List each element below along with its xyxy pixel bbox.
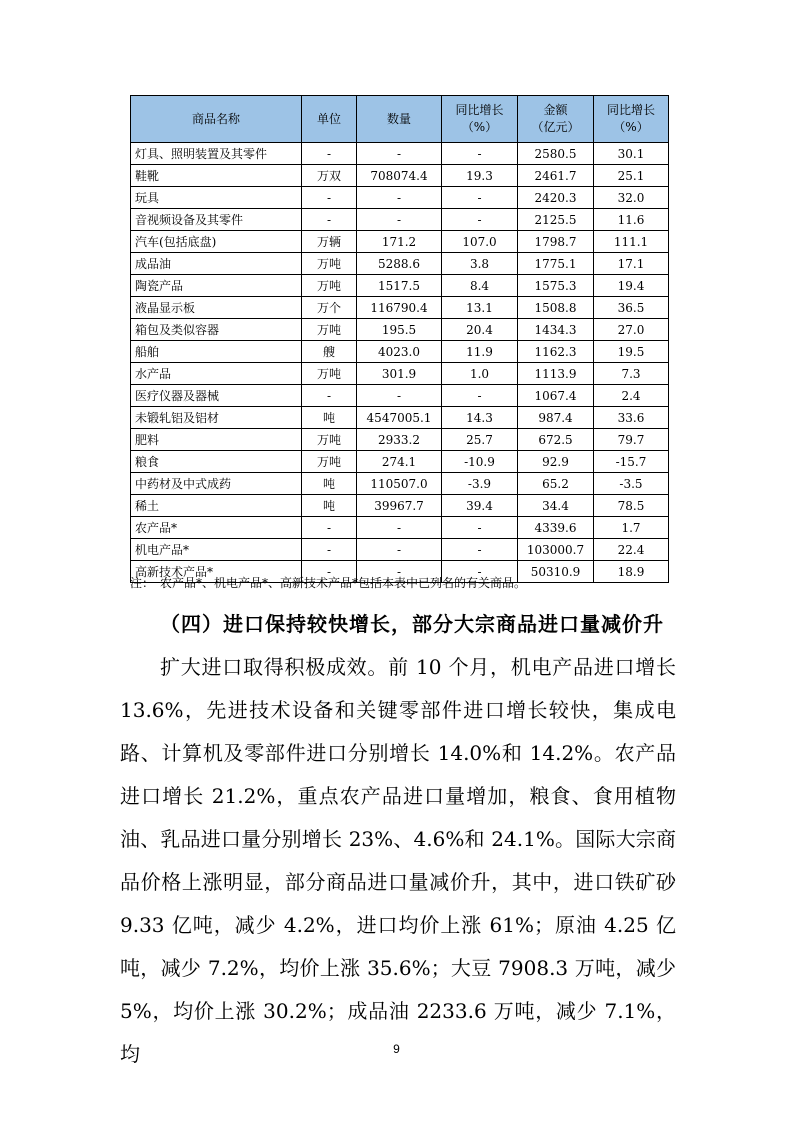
cell-quantity-growth: 8.4	[442, 275, 518, 297]
cell-quantity-growth: 107.0	[442, 231, 518, 253]
cell-quantity: 110507.0	[357, 473, 442, 495]
table-row	[131, 209, 669, 231]
table-row	[131, 451, 669, 473]
cell-unit: 吨	[302, 407, 357, 429]
cell-amount-growth: 32.0	[594, 187, 669, 209]
cell-unit: 艘	[302, 341, 357, 363]
cell-amount-growth: -3.5	[594, 473, 669, 495]
cell-amount: 2461.7	[518, 165, 594, 187]
table-row	[131, 363, 669, 385]
cell-unit: -	[302, 187, 357, 209]
cell-amount: 1575.3	[518, 275, 594, 297]
table-row	[131, 407, 669, 429]
cell-quantity-growth: 14.3	[442, 407, 518, 429]
cell-product-name: 高新技术产品*	[131, 561, 302, 583]
cell-unit: -	[302, 539, 357, 561]
cell-unit: 万辆	[302, 231, 357, 253]
cell-quantity: -	[357, 517, 442, 539]
table-body	[131, 143, 669, 583]
cell-amount-growth: 111.1	[594, 231, 669, 253]
cell-quantity: -	[357, 187, 442, 209]
cell-amount: 672.5	[518, 429, 594, 451]
cell-unit: -	[302, 561, 357, 583]
cell-amount-growth: 18.9	[594, 561, 669, 583]
cell-amount-growth: 36.5	[594, 297, 669, 319]
cell-unit: -	[302, 517, 357, 539]
table-row	[131, 143, 669, 165]
cell-unit: 吨	[302, 473, 357, 495]
cell-quantity-growth: 39.4	[442, 495, 518, 517]
cell-amount-growth: 25.1	[594, 165, 669, 187]
header-unit: 单位	[302, 96, 357, 143]
cell-product-name: 未锻轧铝及铝材	[131, 407, 302, 429]
cell-amount: 34.4	[518, 495, 594, 517]
cell-quantity-growth: -	[442, 143, 518, 165]
cell-quantity-growth: -	[442, 187, 518, 209]
cell-amount-growth: 27.0	[594, 319, 669, 341]
cell-quantity-growth: -	[442, 517, 518, 539]
table-row	[131, 231, 669, 253]
section-heading: （四）进口保持较快增长，部分大宗商品进口量减价升	[160, 612, 664, 636]
cell-product-name: 粮食	[131, 451, 302, 473]
cell-quantity-growth: -10.9	[442, 451, 518, 473]
cell-amount: 2420.3	[518, 187, 594, 209]
cell-unit: 万吨	[302, 451, 357, 473]
cell-product-name: 船舶	[131, 341, 302, 363]
header-quantity-growth: 同比增长 （%）	[442, 96, 518, 143]
cell-amount-growth: 19.4	[594, 275, 669, 297]
cell-amount-growth: 1.7	[594, 517, 669, 539]
header-quantity: 数量	[357, 96, 442, 143]
table-note: 注： 农产品*、机电产品*、高新技术产品*包括本表中已列名的有关商品。	[130, 576, 527, 590]
cell-product-name: 玩具	[131, 187, 302, 209]
cell-unit: 万吨	[302, 429, 357, 451]
cell-product-name: 机电产品*	[131, 539, 302, 561]
table-row	[131, 385, 669, 407]
cell-amount: 103000.7	[518, 539, 594, 561]
cell-quantity-growth: -	[442, 539, 518, 561]
cell-quantity-growth: 13.1	[442, 297, 518, 319]
body-paragraph: 扩大进口取得积极成效。前 10 个月，机电产品进口增长 13.6%，先进技术设备和关键零部件进口增长较快，集成电路、计算机及零部件进口分别增长 14.0%和 14.2%。农产品进口增长 21.2%，重点农产品进口量增加，粮食、食用植物油、乳品进口量分别增长 23%、4.6%和 24.1%。国际大宗商品价格上涨明显，部分商品进口量减价升，其中，进口铁矿砂 9.33 亿吨，减少 4.2%，进口均价上涨 61%；原油 4.25 亿吨，减少 7.2%，均价上涨 35.6%；大豆 7908.3 万吨，减少 5%，均价上涨 30.2%；成品油 2233.6 万吨，减少 7.1%，均	[120, 655, 676, 1066]
cell-amount: 1162.3	[518, 341, 594, 363]
cell-amount: 987.4	[518, 407, 594, 429]
cell-quantity: 116790.4	[357, 297, 442, 319]
cell-amount: 50310.9	[518, 561, 594, 583]
cell-amount: 2580.5	[518, 143, 594, 165]
cell-amount: 4339.6	[518, 517, 594, 539]
cell-product-name: 液晶显示板	[131, 297, 302, 319]
cell-amount: 2125.5	[518, 209, 594, 231]
cell-amount-growth: 11.6	[594, 209, 669, 231]
cell-quantity: 39967.7	[357, 495, 442, 517]
cell-quantity: 4023.0	[357, 341, 442, 363]
cell-product-name: 音视频设备及其零件	[131, 209, 302, 231]
cell-quantity: 708074.4	[357, 165, 442, 187]
cell-quantity-growth: -	[442, 209, 518, 231]
cell-quantity: -	[357, 385, 442, 407]
cell-amount-growth: 19.5	[594, 341, 669, 363]
cell-amount: 1775.1	[518, 253, 594, 275]
cell-quantity-growth: 25.7	[442, 429, 518, 451]
cell-unit: 吨	[302, 495, 357, 517]
cell-amount-growth: 7.3	[594, 363, 669, 385]
table-row	[131, 319, 669, 341]
cell-quantity: 4547005.1	[357, 407, 442, 429]
cell-quantity: 195.5	[357, 319, 442, 341]
cell-amount-growth: -15.7	[594, 451, 669, 473]
cell-quantity: -	[357, 209, 442, 231]
cell-quantity-growth: -3.9	[442, 473, 518, 495]
page-number: 9	[393, 1042, 400, 1056]
cell-amount-growth: 30.1	[594, 143, 669, 165]
cell-unit: 万个	[302, 297, 357, 319]
cell-quantity-growth: 11.9	[442, 341, 518, 363]
cell-quantity: 301.9	[357, 363, 442, 385]
cell-amount-growth: 78.5	[594, 495, 669, 517]
cell-quantity: -	[357, 539, 442, 561]
cell-quantity-growth: -	[442, 561, 518, 583]
cell-amount-growth: 22.4	[594, 539, 669, 561]
table-row	[131, 253, 669, 275]
table-row	[131, 539, 669, 561]
cell-quantity-growth: 3.8	[442, 253, 518, 275]
header-product-name: 商品名称	[131, 96, 302, 143]
cell-quantity-growth: -	[442, 385, 518, 407]
cell-quantity: 1517.5	[357, 275, 442, 297]
cell-unit: 万吨	[302, 253, 357, 275]
cell-amount: 1798.7	[518, 231, 594, 253]
cell-quantity: -	[357, 143, 442, 165]
table-row	[131, 429, 669, 451]
cell-product-name: 箱包及类似容器	[131, 319, 302, 341]
cell-amount-growth: 33.6	[594, 407, 669, 429]
cell-amount: 1508.8	[518, 297, 594, 319]
cell-product-name: 成品油	[131, 253, 302, 275]
header-amount-growth: 同比增长 （%）	[594, 96, 669, 143]
cell-product-name: 鞋靴	[131, 165, 302, 187]
cell-amount: 1434.3	[518, 319, 594, 341]
cell-unit: 万吨	[302, 275, 357, 297]
cell-product-name: 汽车(包括底盘)	[131, 231, 302, 253]
cell-amount: 1067.4	[518, 385, 594, 407]
cell-amount: 1113.9	[518, 363, 594, 385]
table-header-row	[131, 96, 669, 143]
cell-product-name: 稀土	[131, 495, 302, 517]
table-row	[131, 473, 669, 495]
cell-amount-growth: 2.4	[594, 385, 669, 407]
cell-quantity-growth: 20.4	[442, 319, 518, 341]
cell-product-name: 中药材及中式成药	[131, 473, 302, 495]
cell-quantity-growth: 19.3	[442, 165, 518, 187]
cell-quantity: 274.1	[357, 451, 442, 473]
cell-quantity: 5288.6	[357, 253, 442, 275]
cell-unit: -	[302, 209, 357, 231]
cell-amount-growth: 79.7	[594, 429, 669, 451]
cell-product-name: 陶瓷产品	[131, 275, 302, 297]
table-row	[131, 187, 669, 209]
cell-quantity: 2933.2	[357, 429, 442, 451]
cell-quantity: 171.2	[357, 231, 442, 253]
cell-product-name: 灯具、照明装置及其零件	[131, 143, 302, 165]
cell-quantity-growth: 1.0	[442, 363, 518, 385]
table-row	[131, 275, 669, 297]
cell-quantity: -	[357, 561, 442, 583]
table-row	[131, 165, 669, 187]
commodity-export-table	[130, 95, 669, 583]
cell-unit: 万吨	[302, 319, 357, 341]
cell-unit: 万吨	[302, 363, 357, 385]
table-row	[131, 297, 669, 319]
cell-product-name: 肥料	[131, 429, 302, 451]
table-row	[131, 341, 669, 363]
cell-product-name: 医疗仪器及器械	[131, 385, 302, 407]
cell-amount: 65.2	[518, 473, 594, 495]
cell-unit: 万双	[302, 165, 357, 187]
header-amount: 金额 （亿元）	[518, 96, 594, 143]
table-row	[131, 517, 669, 539]
table-row	[131, 495, 669, 517]
cell-product-name: 水产品	[131, 363, 302, 385]
cell-unit: -	[302, 385, 357, 407]
cell-amount-growth: 17.1	[594, 253, 669, 275]
cell-product-name: 农产品*	[131, 517, 302, 539]
commodity-export-table-container	[130, 95, 668, 583]
cell-unit: -	[302, 143, 357, 165]
cell-amount: 92.9	[518, 451, 594, 473]
